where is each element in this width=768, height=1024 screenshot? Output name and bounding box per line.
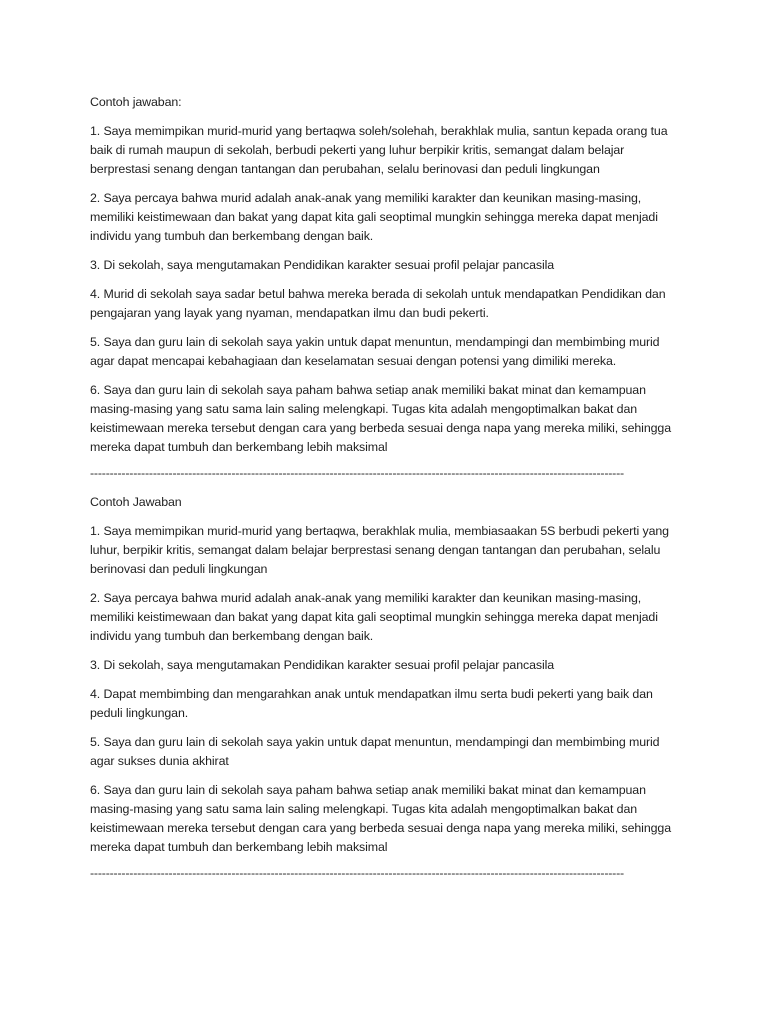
dashed-divider: ---------------------------------------------------------------------------------------------------------------------------------------- [90, 466, 624, 480]
section-heading: Contoh jawaban: [90, 95, 182, 109]
answer-section-1 [90, 93, 678, 483]
answer-item-3: 3. Di sekolah, saya mengutamakan Pendidikan karakter sesuai profil pelajar pancasila [90, 258, 555, 272]
answer-item-5: 5. Saya dan guru lain di sekolah saya yakin untuk dapat menuntun, mendampingi dan membimbing murid agar sukses dunia akhirat [90, 735, 660, 768]
answer-item-1: 1. Saya memimpikan murid-murid yang bertaqwa soleh/solehah, berakhlak mulia, santun kepada orang tua baik di rumah maupun di sekolah, berbudi pekerti yang luhur berpikir kritis, semangat dalam belajar berprestasi senang dengan tantangan dan perubahan, selalu berinovasi dan peduli lingkungan [90, 124, 668, 176]
answer-item-6: 6. Saya dan guru lain di sekolah saya paham bahwa setiap anak memiliki bakat minat dan kemampuan masing-masing yang satu sama lain saling melengkapi. Tugas kita adalah mengoptimalkan bakat dan keistimewaan mereka tersebut dengan cara yang berbeda sesuai denga napa yang mereka miliki, sehingga mereka dapat tumbuh dan berkembang lebih maksimal [90, 783, 671, 854]
answer-item-4: 4. Dapat membimbing dan mengarahkan anak untuk mendapatkan ilmu serta budi pekerti yang baik dan peduli lingkungan. [90, 687, 653, 720]
answer-item-3: 3. Di sekolah, saya mengutamakan Pendidikan karakter sesuai profil pelajar pancasila [90, 658, 555, 672]
answer-item-2: 2. Saya percaya bahwa murid adalah anak-anak yang memiliki karakter dan keunikan masing-masing, memiliki keistimewaan dan bakat yang dapat kita gali seoptimal mungkin sehingga mereka dapat menjadi individu yang tumbuh dan berkembang dengan baik. [90, 191, 658, 243]
answer-item-5: 5. Saya dan guru lain di sekolah saya yakin untuk dapat menuntun, mendampingi dan membimbing murid agar dapat mencapai kebahagiaan dan keselamatan sesuai dengan potensi yang dimiliki mereka. [90, 335, 660, 368]
answer-item-6: 6. Saya dan guru lain di sekolah saya paham bahwa setiap anak memiliki bakat minat dan kemampuan masing-masing yang satu sama lain saling melengkapi. Tugas kita adalah mengoptimalkan bakat dan keistimewaan mereka tersebut dengan cara yang berbeda sesuai denga napa yang mereka miliki, sehingga mereka dapat tumbuh dan berkembang lebih maksimal [90, 383, 671, 454]
answer-section-2 [90, 493, 678, 883]
answer-item-4: 4. Murid di sekolah saya sadar betul bahwa mereka berada di sekolah untuk mendapatkan Pendidikan dan pengajaran yang layak yang nyaman, mendapatkan ilmu dan budi pekerti. [90, 287, 666, 320]
answer-item-2: 2. Saya percaya bahwa murid adalah anak-anak yang memiliki karakter dan keunikan masing-masing, memiliki keistimewaan dan bakat yang dapat kita gali seoptimal mungkin sehingga mereka dapat menjadi individu yang tumbuh dan berkembang dengan baik. [90, 591, 658, 643]
dashed-divider: ---------------------------------------------------------------------------------------------------------------------------------------- [90, 866, 624, 880]
section-heading: Contoh Jawaban [90, 495, 182, 509]
answer-item-1: 1. Saya memimpikan murid-murid yang bertaqwa, berakhlak mulia, membiasaakan 5S berbudi pekerti yang luhur, berpikir kritis, semangat dalam belajar berprestasi senang dengan tantangan dan perubahan, selalu berinovasi dan peduli lingkungan [90, 524, 669, 576]
